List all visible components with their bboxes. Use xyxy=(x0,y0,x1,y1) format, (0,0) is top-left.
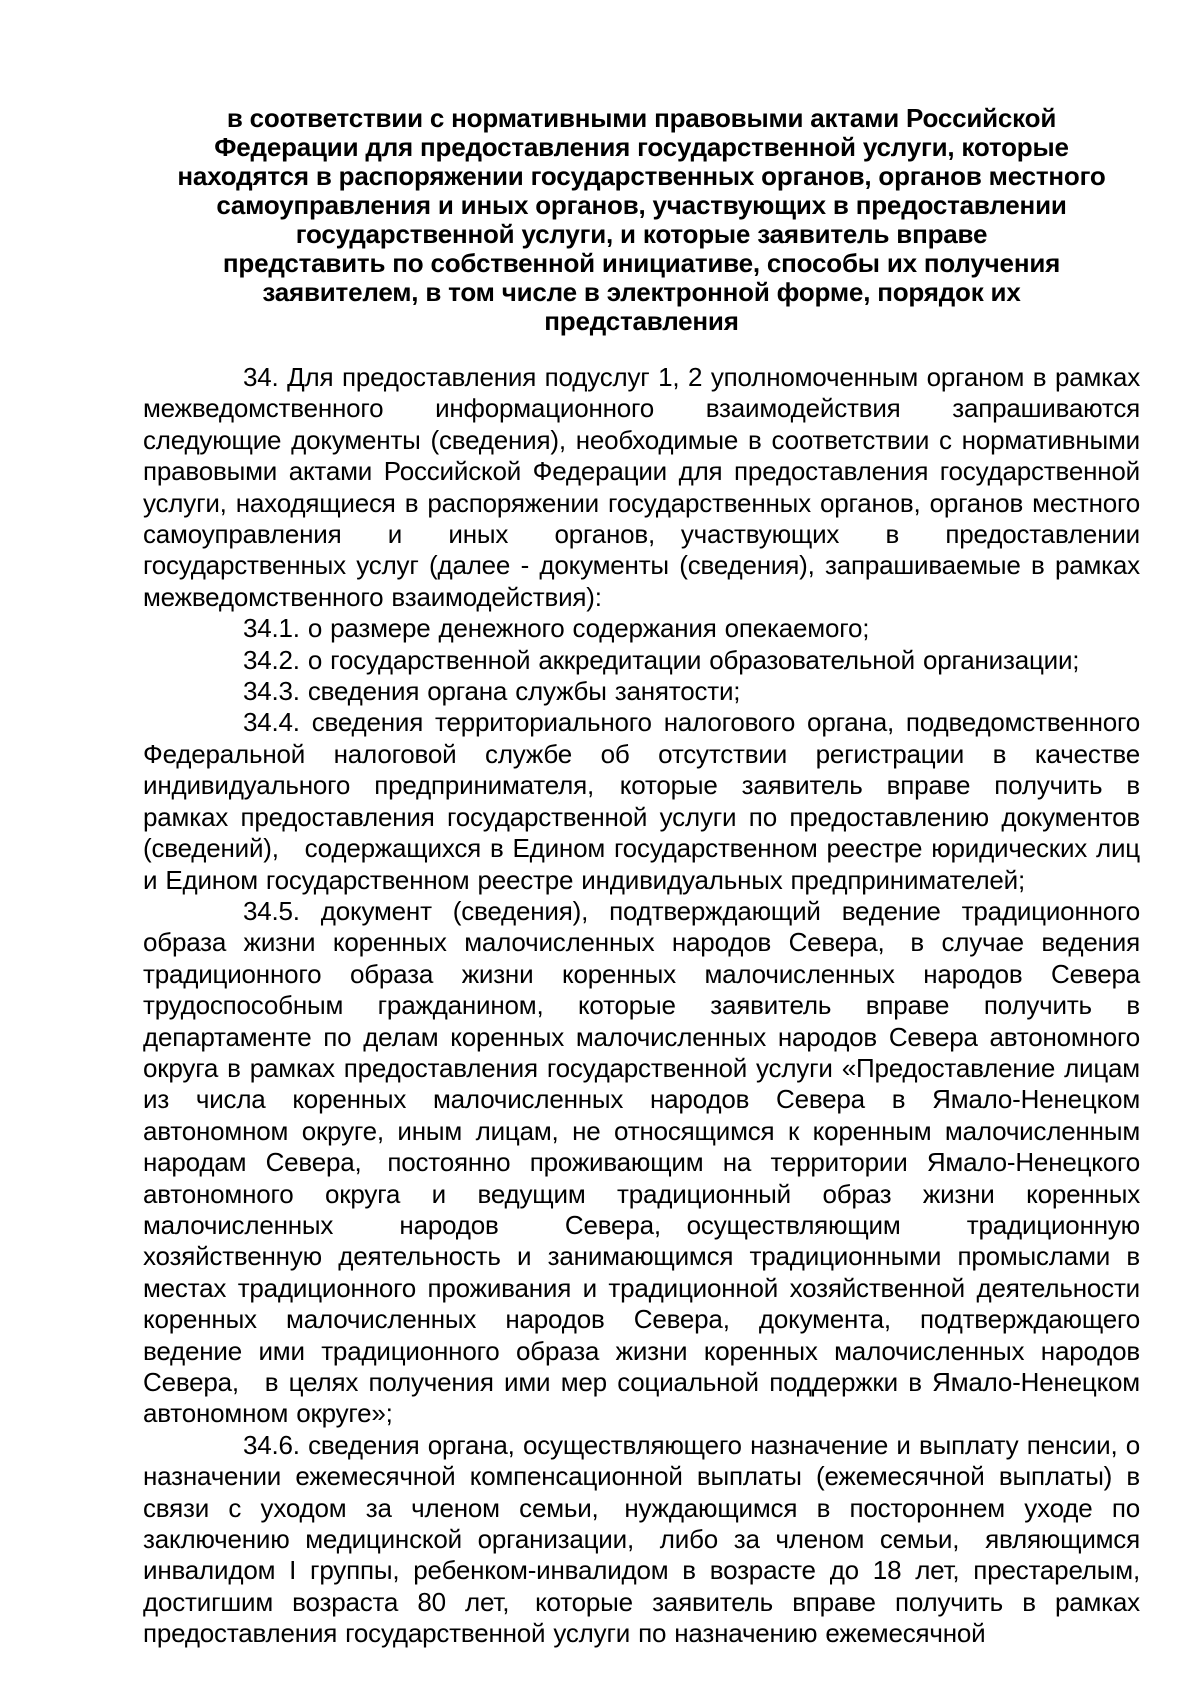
title-line: Федерации для предоставления государственной услуги, которые xyxy=(214,132,1069,162)
title-line: в соответствии с нормативными правовыми актами Российской xyxy=(226,103,1057,133)
paragraph-34: 34. Для предоставления подуслуг 1, 2 уполномоченным органом в рамках межведомственного информационного взаимодействия запрашиваются следующие документы (сведения), необходимые в соответствии с нормативными правовыми актами Российской Федерации для предоставления государственной услуги, находящиеся в распоряжении государственных органов, органов местного самоуправления и иных органов, участвующих в предоставлении государственных услуг (далее - документы (сведения), запрашиваемые в рамках межведомственного взаимодействия): xyxy=(143,362,1140,612)
paragraph-34-1: 34.1. о размере денежного содержания опекаемого; xyxy=(243,613,870,644)
title-line: государственной услуги, и которые заявитель вправе xyxy=(295,219,988,249)
title-line: представления xyxy=(544,306,739,336)
paragraph-34-6: 34.6. сведения органа, осуществляющего назначение и выплату пенсии, о назначении ежемесячной компенсационной выплаты (ежемесячной выплаты) в связи с уходом за членом семьи, нуждающимся в постороннем уходе по заключению медицинской организации, либо за членом семьи, являющимся инвалидом I группы, ребенком-инвалидом в возрасте до 18 лет, престарелым, достигшим возраста 80 лет, которые заявитель вправе получить в рамках предоставления государственной услуги по назначению ежемесячной xyxy=(143,1429,1140,1649)
title-line: самоуправления и иных органов, участвующих в предоставлении xyxy=(216,190,1067,220)
paragraph-34-3: 34.3. сведения органа службы занятости; xyxy=(243,676,741,707)
paragraph-34-5: 34.5. документ (сведения), подтверждающий ведение традиционного образа жизни коренных малочисленных народов Севера, в случае ведения традиционного образа жизни коренных малочисленных народов Севера трудоспособным гражданином, которые заявитель вправе получить в департаменте по делам коренных малочисленных народов Севера автономного округа в рамках предоставления государственной услуги «Предоставление лицам из числа коренных малочисленных народов Севера в Ямало-Ненецком автономном округе, иным лицам, не относящимся к коренным малочисленным народам Севера, постоянно проживающим на территории Ямало-Ненецкого автономного округа и ведущим традиционный образ жизни коренных малочисленных народов Севера, осуществляющим традиционную хозяйственную деятельность и занимающимся традиционными промыслами в местах традиционного проживания и традиционной хозяйственной деятельности коренных малочисленных народов Севера, документа, подтверждающего ведение ими традиционного образа жизни коренных малочисленных народов Севера, в целях получения ими мер социальной поддержки в Ямало-Ненецком автономном округе»; xyxy=(143,895,1140,1429)
title-line: находятся в распоряжении государственных органов, органов местного xyxy=(177,161,1106,191)
title-line: заявителем, в том числе в электронной форме, порядок их xyxy=(262,277,1021,307)
title-line: представить по собственной инициативе, способы их получения xyxy=(222,248,1061,278)
section-title xyxy=(143,104,1140,336)
section-body xyxy=(143,362,1140,1650)
paragraph-34-4: 34.4. сведения территориального налогового органа, подведомственного Федеральной налоговой службе об отсутствии регистрации в качестве индивидуального предпринимателя, которые заявитель вправе получить в рамках предоставления государственной услуги по предоставлению документов (сведений), содержащихся в Едином государственном реестре юридических лиц и Едином государственном реестре индивидуальных предпринимателей; xyxy=(143,707,1140,895)
paragraph-34-2: 34.2. о государственной аккредитации образовательной организации; xyxy=(243,644,1080,675)
